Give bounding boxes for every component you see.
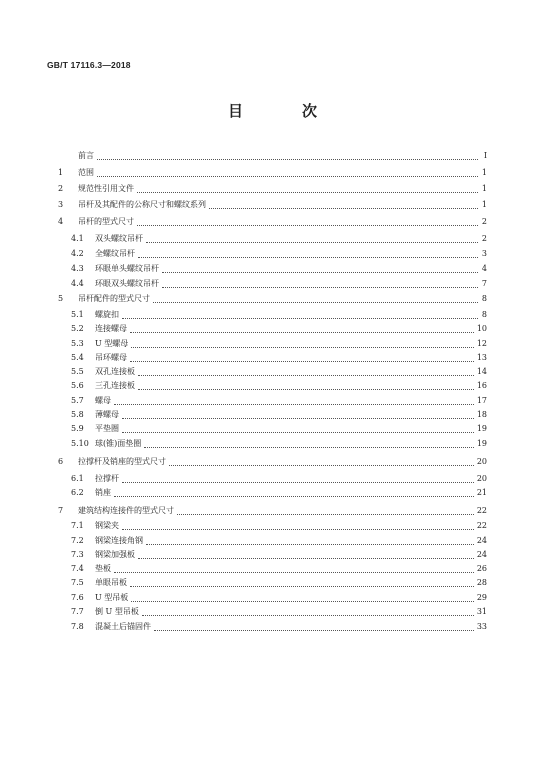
toc-entry-title: 环眼单头螺纹吊杆: [95, 264, 159, 273]
toc-entry-title: 拉撑杆及销座的型式尺寸: [78, 457, 166, 466]
toc-entry-number: 5.9: [71, 424, 84, 433]
toc-entry-number: 5.6: [71, 381, 84, 390]
dot-leader: [137, 225, 478, 226]
toc-entry-number: 4.3: [71, 264, 84, 273]
toc-entry-page: 21: [476, 488, 487, 497]
dot-leader: [114, 496, 474, 497]
dot-leader: [154, 630, 474, 631]
toc-entry-page: 31: [476, 607, 487, 616]
toc-entry-number: 2: [58, 184, 64, 193]
dot-leader: [137, 192, 478, 193]
toc-entry-title: 平垫圈: [95, 424, 119, 433]
toc-entry[interactable]: [58, 592, 487, 604]
toc-entry-page: 17: [476, 396, 487, 405]
dot-leader: [97, 176, 478, 177]
toc-entry[interactable]: [58, 293, 487, 305]
toc-entry-title: 双孔连接板: [95, 367, 135, 376]
toc-entry-number: 6: [58, 457, 64, 466]
toc-entry-page: 8: [481, 294, 487, 303]
toc-entry-title: 吊杆及其配件的公称尺寸和螺纹系列: [78, 200, 206, 209]
dot-leader: [97, 159, 478, 160]
toc-entry[interactable]: [58, 248, 487, 260]
toc-entry[interactable]: [58, 380, 487, 392]
toc-entry-page: 20: [476, 474, 487, 483]
toc-entry-page: 13: [476, 353, 487, 362]
toc-entry-title: 全螺纹吊杆: [95, 249, 135, 258]
toc-entry-title: 薄螺母: [95, 410, 119, 419]
page-title: 目 次: [227, 102, 339, 120]
toc-entry-number: 7.6: [71, 593, 84, 602]
toc-entry-number: 5.2: [71, 324, 84, 333]
toc-entry-title: 混凝土后锚固件: [95, 622, 151, 631]
toc-entry-number: 7.1: [71, 521, 84, 530]
toc-entry-number: 6.2: [71, 488, 84, 497]
toc-entry[interactable]: [58, 563, 487, 575]
dot-leader: [114, 404, 474, 405]
toc-entry[interactable]: [58, 167, 487, 179]
standard-number: GB/T 17116.3—2018: [47, 60, 131, 70]
dot-leader: [162, 272, 478, 273]
toc-entry-title: 范围: [78, 168, 94, 177]
toc-entry-page: 19: [476, 424, 487, 433]
toc-entry-title: 垫板: [95, 564, 111, 573]
toc-entry[interactable]: [58, 233, 487, 245]
toc-entry-title: 钢梁连接角钢: [95, 536, 143, 545]
dot-leader: [177, 514, 474, 515]
toc-entry-title: 钢梁夹: [95, 521, 119, 530]
toc-entry-number: 7.7: [71, 607, 84, 616]
toc-entry-page: 4: [481, 264, 487, 273]
dot-leader: [138, 389, 474, 390]
toc-entry[interactable]: [58, 150, 487, 162]
toc-entry[interactable]: [58, 323, 487, 335]
toc-entry-number: 5.3: [71, 339, 84, 348]
toc-entry-page: 18: [476, 410, 487, 419]
toc-entry[interactable]: [58, 278, 487, 290]
toc-entry-title: 螺旋扣: [95, 310, 119, 319]
toc-entry-page: 7: [481, 279, 487, 288]
toc-entry[interactable]: [58, 621, 487, 633]
toc-entry-title: 吊杆的型式尺寸: [78, 217, 134, 226]
dot-leader: [130, 361, 474, 362]
toc-entry[interactable]: [58, 549, 487, 561]
toc-entry-title: 前言: [78, 151, 94, 160]
dot-leader: [122, 482, 474, 483]
toc-entry-title: 钢梁加强板: [95, 550, 135, 559]
toc-entry-page: Ⅰ: [483, 151, 487, 160]
toc-entry-title: 球(锥)面垫圈: [95, 439, 142, 448]
toc-entry-number: 5.8: [71, 410, 84, 419]
toc-entry-page: 16: [476, 381, 487, 390]
toc-entry-number: 7.8: [71, 622, 84, 631]
toc-entry-number: 7: [58, 506, 64, 515]
toc-entry[interactable]: [58, 473, 487, 485]
toc-entry[interactable]: [58, 309, 487, 321]
toc-entry[interactable]: [58, 352, 487, 364]
toc-entry-title: 倒 U 型吊板: [95, 607, 139, 616]
dot-leader: [130, 586, 474, 587]
toc-entry[interactable]: [58, 395, 487, 407]
toc-entry-number: 1: [58, 168, 64, 177]
toc-entry-page: 3: [481, 249, 487, 258]
toc-entry[interactable]: [58, 366, 487, 378]
toc-entry-number: 6.1: [71, 474, 84, 483]
dot-leader: [138, 375, 474, 376]
toc-entry[interactable]: [58, 520, 487, 532]
dot-leader: [169, 465, 474, 466]
toc-entry-page: 10: [476, 324, 487, 333]
toc-entry-page: 20: [476, 457, 487, 466]
dot-leader: [146, 242, 478, 243]
toc-entry-number: 4.4: [71, 279, 84, 288]
toc-entry-page: 28: [476, 578, 487, 587]
dot-leader: [153, 302, 478, 303]
toc-entry-page: 22: [476, 521, 487, 530]
toc-entry-number: 4: [58, 217, 64, 226]
toc-entry-title: U 型吊板: [95, 593, 129, 602]
toc-entry-number: 5.4: [71, 353, 84, 362]
toc-entry-number: 3: [58, 200, 64, 209]
toc-entry-number: 5.7: [71, 396, 84, 405]
dot-leader: [138, 558, 474, 559]
toc-entry-title: U 型螺母: [95, 339, 129, 348]
toc-entry-page: 14: [476, 367, 487, 376]
toc-entry-title: 连接螺母: [95, 324, 127, 333]
toc-entry[interactable]: [58, 456, 487, 468]
toc-entry[interactable]: [58, 577, 487, 589]
dot-leader: [144, 447, 474, 448]
toc-entry-number: 7.4: [71, 564, 84, 573]
toc-entry-title: 建筑结构连接件的型式尺寸: [78, 506, 174, 515]
dot-leader: [122, 529, 474, 530]
toc-entry-number: 7.2: [71, 536, 84, 545]
toc-entry-number: 4.2: [71, 249, 84, 258]
toc-entry-page: 29: [476, 593, 487, 602]
toc-entry[interactable]: [58, 438, 487, 450]
toc-entry-number: 7.5: [71, 578, 84, 587]
toc-entry-number: 4.1: [71, 234, 84, 243]
toc-entry-number: 5.1: [71, 310, 84, 319]
toc-entry-title: 拉撑杆: [95, 474, 119, 483]
toc-entry-page: 19: [476, 439, 487, 448]
toc-entry-title: 三孔连接板: [95, 381, 135, 390]
dot-leader: [162, 287, 478, 288]
toc-entry[interactable]: [58, 505, 487, 517]
dot-leader: [209, 208, 478, 209]
toc-entry-title: 规范性引用文件: [78, 184, 134, 193]
dot-leader: [114, 572, 474, 573]
dot-leader: [130, 332, 474, 333]
toc-entry[interactable]: [58, 487, 487, 499]
dot-leader: [146, 544, 474, 545]
toc-entry[interactable]: [58, 338, 487, 350]
toc-entry-page: 1: [481, 184, 487, 193]
toc-entry-page: 8: [481, 310, 487, 319]
toc-entry[interactable]: [58, 535, 487, 547]
toc-entry-title: 销座: [95, 488, 111, 497]
dot-leader: [122, 318, 478, 319]
toc-entry[interactable]: [58, 606, 487, 618]
toc-entry-title: 环眼双头螺纹吊杆: [95, 279, 159, 288]
toc-entry[interactable]: [58, 409, 487, 421]
toc-entry-number: 5.5: [71, 367, 84, 376]
toc-entry-page: 2: [481, 234, 487, 243]
toc-entry-page: 12: [476, 339, 487, 348]
toc-entry[interactable]: [58, 183, 487, 195]
toc-entry-page: 33: [476, 622, 487, 631]
toc-entry[interactable]: [58, 423, 487, 435]
toc-entry-page: 1: [481, 200, 487, 209]
toc-entry-title: 单眼吊板: [95, 578, 127, 587]
dot-leader: [131, 601, 474, 602]
toc-entry-page: 26: [476, 564, 487, 573]
toc-entry[interactable]: [58, 216, 487, 228]
toc-entry-page: 1: [481, 168, 487, 177]
toc-entry-title: 螺母: [95, 396, 111, 405]
dot-leader: [122, 432, 474, 433]
toc-entry-title: 吊环螺母: [95, 353, 127, 362]
toc-entry[interactable]: [58, 199, 487, 211]
toc-entry-number: 5: [58, 294, 64, 303]
toc-entry[interactable]: [58, 263, 487, 275]
toc-entry-title: 双头螺纹吊杆: [95, 234, 143, 243]
toc-entry-page: 24: [476, 536, 487, 545]
dot-leader: [138, 257, 478, 258]
toc-entry-page: 22: [476, 506, 487, 515]
toc-entry-page: 24: [476, 550, 487, 559]
dot-leader: [142, 615, 474, 616]
dot-leader: [122, 418, 474, 419]
toc-entry-number: 7.3: [71, 550, 84, 559]
toc-entry-title: 吊杆配件的型式尺寸: [78, 294, 150, 303]
toc-entry-number: 5.10: [71, 439, 89, 448]
dot-leader: [131, 347, 474, 348]
toc-entry-page: 2: [481, 217, 487, 226]
